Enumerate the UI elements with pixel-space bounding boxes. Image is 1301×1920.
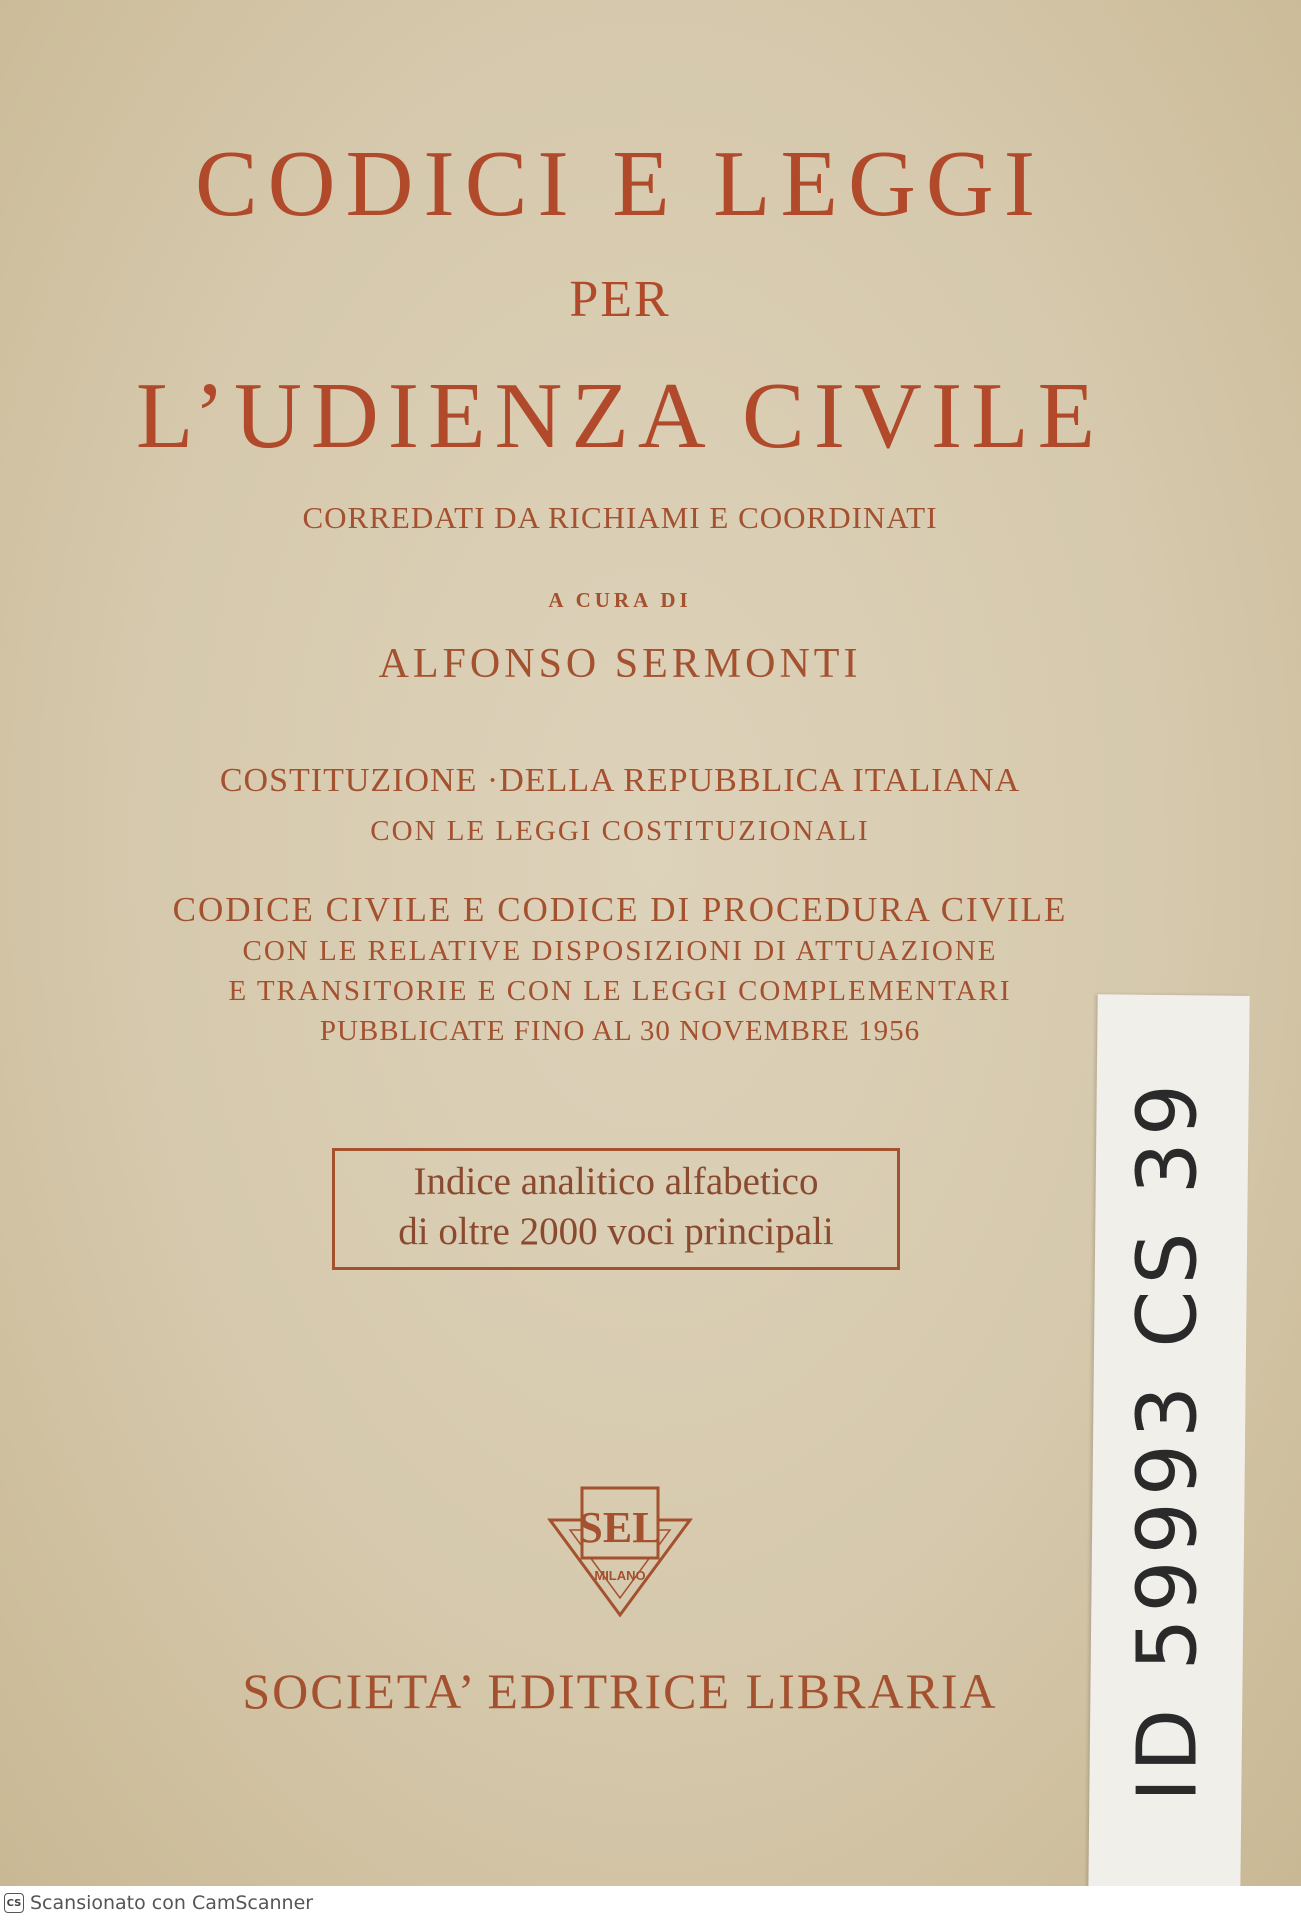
index-box-line-2: di oltre 2000 voci principali [398,1210,834,1253]
logo-text: SEL [578,1503,662,1552]
author-name: ALFONSO SERMONTI [378,641,862,687]
editor-prefix: A CURA DI [548,588,692,612]
title-line-2: PER [569,271,671,328]
title-line-1: CODICI E LEGGI [194,132,1046,236]
codes-line-3: E TRANSITORIE E CON LE LEGGI COMPLEMENTARI [228,975,1012,1007]
codes-line-2: CON LE RELATIVE DISPOSIZIONI DI ATTUAZIONE [242,935,998,967]
camscanner-icon: CS [4,1893,24,1913]
index-box-line-1: Indice analitico alfabetico [413,1160,819,1203]
scanner-watermark: Scansionato con CamScanner [30,1892,314,1914]
scanner-footer [0,1886,1301,1920]
publisher-logo-icon [540,1480,700,1620]
handwritten-id: ID 59993 CS 39 [1120,1077,1216,1803]
subtitle: CORREDATI DA RICHIAMI E COORDINATI [302,500,938,535]
logo-city: MILANO [594,1568,646,1583]
codes-heading: CODICE CIVILE E CODICE DI PROCEDURA CIVILE [172,890,1068,929]
constitution-subheading: CON LE LEGGI COSTITUZIONALI [370,815,870,847]
title-line-3: L’UDIENZA CIVILE [135,364,1105,468]
constitution-heading: COSTITUZIONE ·DELLA REPUBBLICA ITALIANA [219,762,1021,799]
index-box [332,1148,900,1270]
publisher-name: SOCIETA’ EDITRICE LIBRARIA [242,1663,998,1719]
codes-line-4: PUBBLICATE FINO AL 30 NOVEMBRE 1956 [319,1015,921,1047]
